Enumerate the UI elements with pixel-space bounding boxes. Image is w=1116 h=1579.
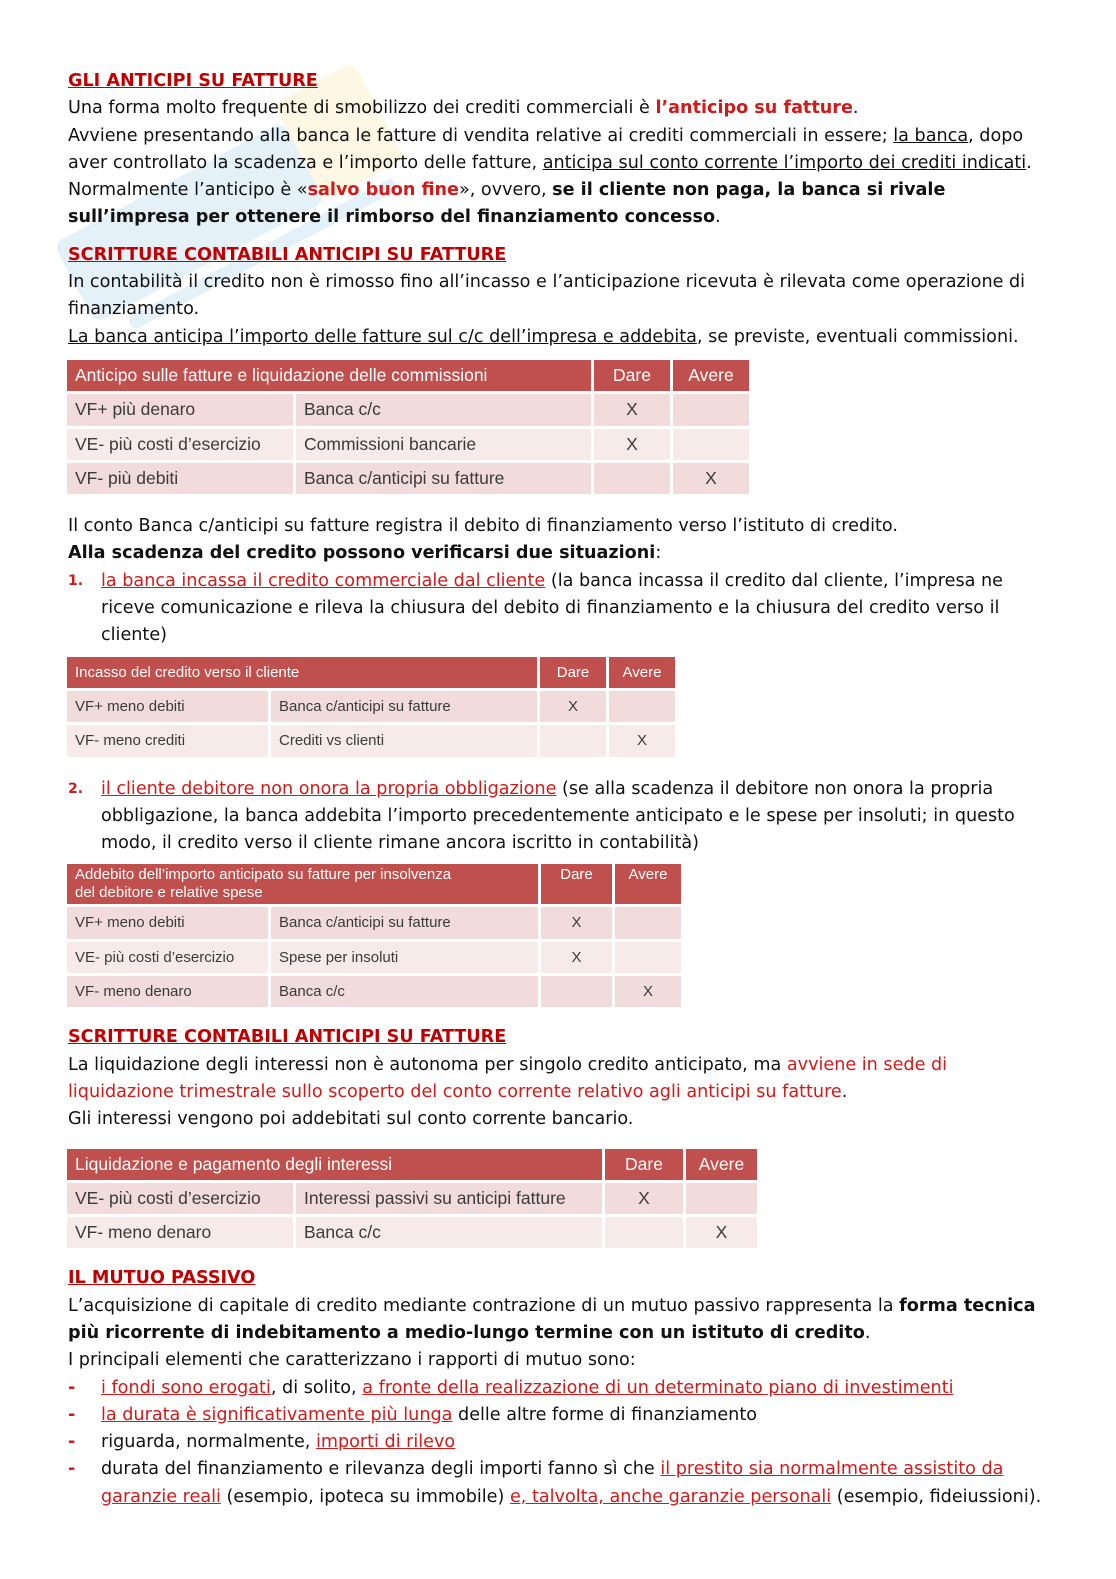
- journal-table-interessi: [64, 1146, 760, 1252]
- table-row: VF- più debiti Banca c/anticipi su fatture X: [67, 463, 749, 494]
- list-item: 2. il cliente debitore non onora la propria obbligazione (se alla scadenza il debitore non onora la propria obbligazione, la banca addebita l’importo precedentemente anticipato e le spese per insoluti; in questo modo, il credito verso il cliente rimane ancora iscritto in contabilità): [68, 778, 1015, 854]
- avere-header: Avere: [686, 1149, 757, 1180]
- paragraph: Avviene presentando alla banca le fatture di vendita relative ai crediti commerciali in essere; la banca, dopo aver controllato la scadenza e l’importo delle fatture, anticipa sul conto corrente l’importo dei crediti indicati. Normalmente l’anticipo è «salvo buon fine», ovvero, se il cliente non paga, la banca si rivale sull’impresa per ottenere il rimborso del finanziamento concesso.: [68, 125, 1032, 228]
- paragraph: Il conto Banca c/anticipi su fatture registra il debito di finanziamento verso l’istituto di credito.: [68, 516, 898, 537]
- document-body: [68, 68, 1058, 1511]
- paragraph: L’acquisizione di capitale di credito mediante contrazione di un mutuo passivo rappresenta la forma tecnica più ricorrente di indebitamento a medio-lungo termine con un istituto di credito.: [68, 1295, 1036, 1343]
- avere-header: Avere: [615, 864, 681, 904]
- paragraph: I principali elementi che caratterizzano i rapporti di mutuo sono:: [68, 1350, 636, 1371]
- journal-table-anticipo: [64, 357, 752, 497]
- paragraph: Alla scadenza del credito possono verificarsi due situazioni:: [68, 543, 662, 564]
- dare-header: Dare: [541, 864, 612, 904]
- paragraph: Gli interessi vengono poi addebitati sul conto corrente bancario.: [68, 1109, 634, 1130]
- list-item: - la durata è significativamente più lunga delle altre forme di finanziamento: [68, 1404, 757, 1425]
- table-row: VF- meno crediti Crediti vs clienti X: [67, 725, 675, 756]
- table-row: VF- meno denaro Banca c/c X: [67, 976, 681, 1007]
- paragraph: La banca anticipa l’importo delle fatture sul c/c dell’impresa e addebita, se previste, eventuali commissioni.: [68, 326, 1019, 347]
- table-title: Addebito dell’importo anticipato su fatture per insolvenza del debitore e relative spese: [67, 864, 538, 904]
- paragraph: La liquidazione degli interessi non è autonoma per singolo credito anticipato, ma avviene in sede di liquidazione trimestrale sullo scoperto del conto corrente relativo agli anticipi su fatture.: [68, 1054, 948, 1102]
- table-row: VE- più costi d’esercizio Commissioni bancarie X: [67, 429, 749, 460]
- dare-header: Dare: [540, 657, 606, 688]
- avere-header: Avere: [609, 657, 675, 688]
- table-row: VE- più costi d’esercizio Interessi passivi su anticipi fatture X: [67, 1183, 757, 1214]
- list-item: - durata del finanziamento e rilevanza degli importi fanno sì che il prestito sia normalmente assistito da garanzie reali (esempio, ipoteca su immobile) e, talvolta, anche garanzie personali (esempio, fideiussioni).: [68, 1459, 1042, 1507]
- section-heading: IL MUTUO PASSIVO: [68, 1268, 256, 1289]
- table-row: VE- più costi d’esercizio Spese per insoluti X: [67, 942, 681, 973]
- table-row: VF- meno denaro Banca c/c X: [67, 1217, 757, 1248]
- dare-header: Dare: [605, 1149, 683, 1180]
- table-title: Anticipo sulle fatture e liquidazione delle commissioni: [67, 360, 591, 391]
- table-title: Liquidazione e pagamento degli interessi: [67, 1149, 602, 1180]
- list-item: 1. la banca incassa il credito commerciale dal cliente (la banca incassa il credito dal cliente, l’impresa ne riceve comunicazione e rileva la chiusura del debito di finanziamento e la chiusura del credito verso il cliente): [68, 570, 1003, 646]
- journal-table-insolvenza: [64, 861, 684, 1010]
- journal-table-incasso: [64, 654, 678, 760]
- table-title: Incasso del credito verso il cliente: [67, 657, 537, 688]
- section-heading: SCRITTURE CONTABILI ANTICIPI SU FATTURE: [68, 1027, 507, 1048]
- table-row: VF+ più denaro Banca c/c X: [67, 394, 749, 425]
- table-row: VF+ meno debiti Banca c/anticipi su fatture X: [67, 691, 675, 722]
- section-heading: GLI ANTICIPI SU FATTURE: [68, 71, 318, 91]
- paragraph: Una forma molto frequente di smobilizzo dei crediti commerciali è l’anticipo su fatture.: [68, 98, 859, 119]
- list-item: - riguarda, normalmente, importi di rilevo: [68, 1432, 456, 1453]
- avere-header: Avere: [673, 360, 749, 391]
- list-item: - i fondi sono erogati, di solito, a fronte della realizzazione di un determinato piano di investimenti: [68, 1377, 954, 1398]
- table-row: VF+ meno debiti Banca c/anticipi su fatture X: [67, 907, 681, 938]
- paragraph: In contabilità il credito non è rimosso fino all’incasso e l’anticipazione ricevuta è rilevata come operazione di finanziamento.: [68, 272, 1026, 320]
- section-heading: SCRITTURE CONTABILI ANTICIPI SU FATTURE: [68, 244, 507, 265]
- dare-header: Dare: [594, 360, 670, 391]
